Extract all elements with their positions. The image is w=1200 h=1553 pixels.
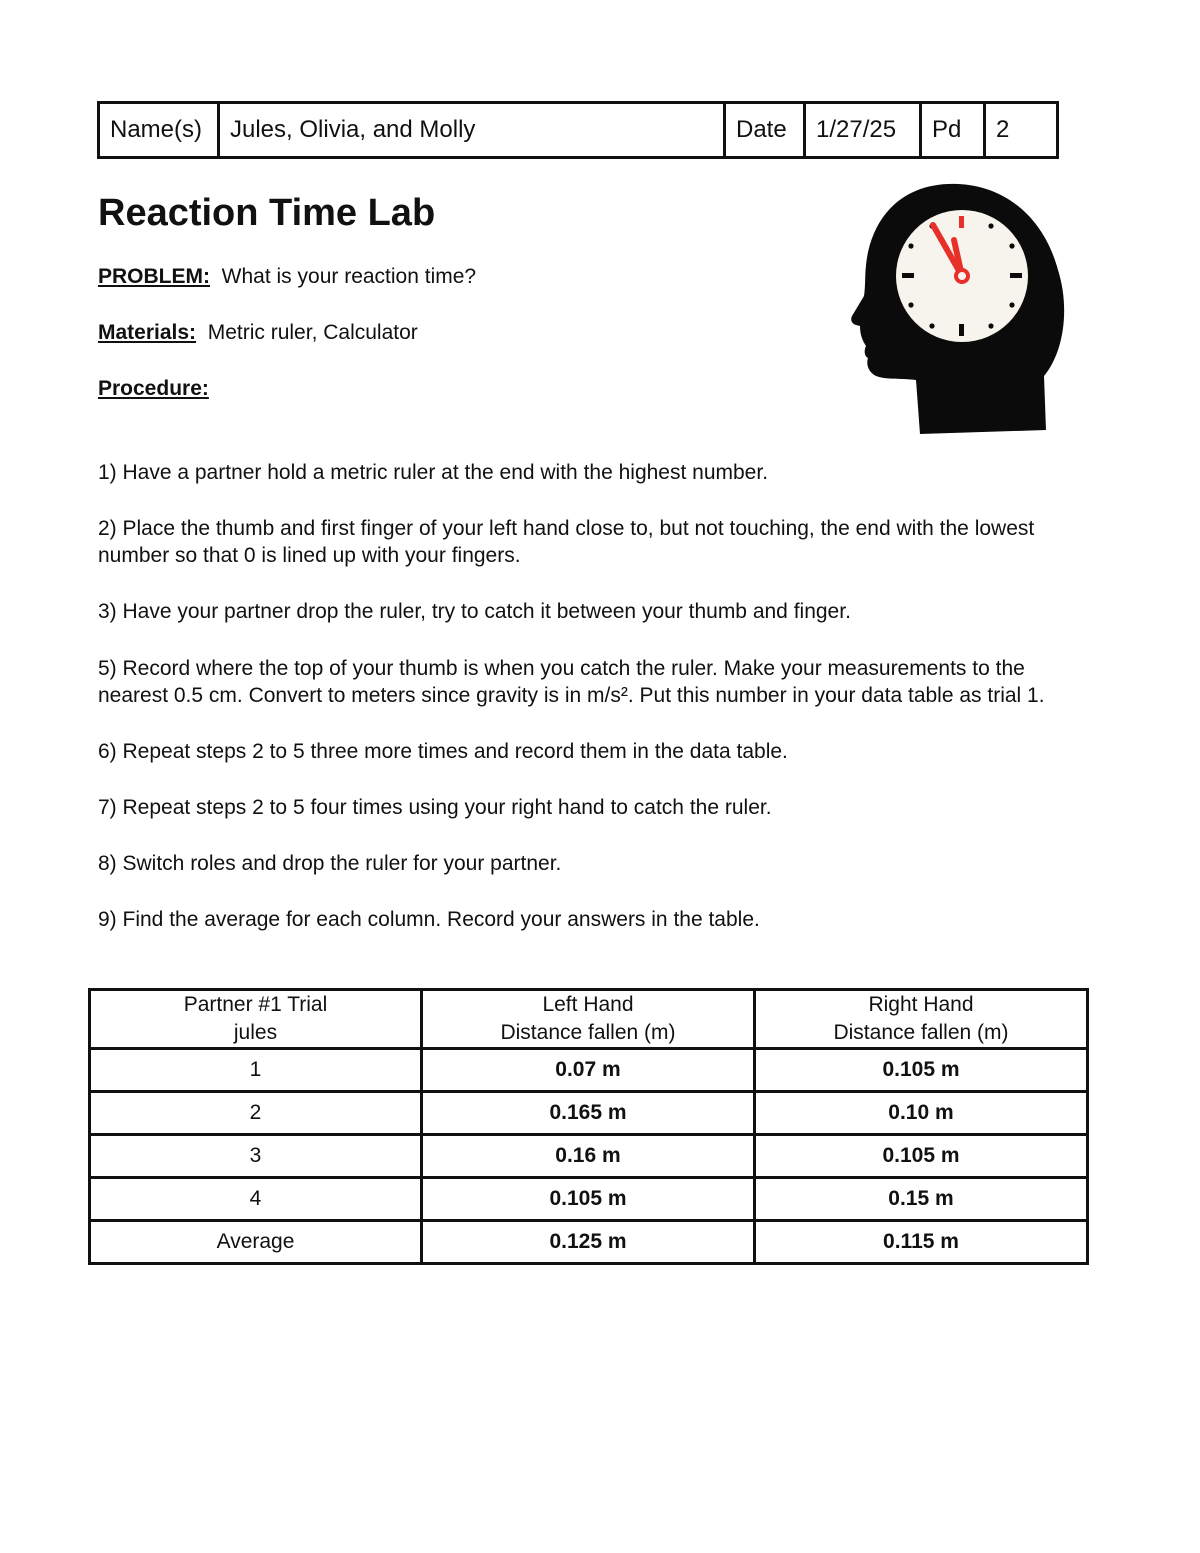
trial-cell: 4 <box>90 1178 422 1221</box>
left-hand-cell[interactable]: 0.16 m <box>422 1135 755 1178</box>
table-row <box>90 1178 1088 1221</box>
left-hand-cell[interactable]: 0.07 m <box>422 1049 755 1092</box>
right-hand-cell[interactable]: 0.105 m <box>755 1135 1088 1178</box>
trial-cell: 2 <box>90 1092 422 1135</box>
left-hand-cell[interactable]: 0.165 m <box>422 1092 755 1135</box>
materials-label: Materials: <box>98 321 197 344</box>
name-field[interactable]: Jules, Olivia, and Molly <box>219 103 725 158</box>
average-label: Average <box>90 1221 422 1264</box>
column-header-left-hand: Left Hand Distance fallen (m) <box>422 990 755 1049</box>
head-clock-icon <box>846 180 1066 434</box>
right-hand-average-cell[interactable]: 0.115 m <box>755 1221 1088 1264</box>
header-info-table <box>97 101 1059 159</box>
date-field[interactable]: 1/27/25 <box>805 103 921 158</box>
problem-text: What is your reaction time? <box>221 265 477 288</box>
procedure-step: 5) Record where the top of your thumb is when you catch the ruler. Make your measurements to the nearest 0.5 cm. Convert to meters since gravity is in m/s². Put this number in your data table as trial 1. <box>98 657 1045 707</box>
procedure-step: 2) Place the thumb and first finger of your left hand close to, but not touching, the end with the lowest number so that 0 is lined up with your fingers. <box>98 517 1035 567</box>
data-table <box>88 988 1089 1265</box>
procedure-label: Procedure: <box>98 377 209 400</box>
table-row <box>90 1049 1088 1092</box>
table-header-row <box>90 990 1088 1049</box>
procedure-step: 8) Switch roles and drop the ruler for your partner. <box>98 852 562 875</box>
trial-cell: 1 <box>90 1049 422 1092</box>
right-hand-cell[interactable]: 0.15 m <box>755 1178 1088 1221</box>
procedure-step: 9) Find the average for each column. Record your answers in the table. <box>98 908 760 931</box>
date-label: Date <box>725 103 805 158</box>
problem-label: PROBLEM: <box>98 265 210 288</box>
procedure-step: 1) Have a partner hold a metric ruler at the end with the highest number. <box>98 461 769 484</box>
page-title: Reaction Time Lab <box>98 192 436 234</box>
header-row <box>99 103 1058 158</box>
period-label: Pd <box>921 103 985 158</box>
materials-text: Metric ruler, Calculator <box>207 321 418 344</box>
right-hand-cell[interactable]: 0.105 m <box>755 1049 1088 1092</box>
table-row <box>90 1092 1088 1135</box>
column-header-right-hand: Right Hand Distance fallen (m) <box>755 990 1088 1049</box>
name-label: Name(s) <box>99 103 219 158</box>
left-hand-cell[interactable]: 0.105 m <box>422 1178 755 1221</box>
trial-cell: 3 <box>90 1135 422 1178</box>
left-hand-average-cell[interactable]: 0.125 m <box>422 1221 755 1264</box>
procedure-step: 7) Repeat steps 2 to 5 four times using your right hand to catch the ruler. <box>98 796 772 819</box>
procedure-step: 6) Repeat steps 2 to 5 three more times and record them in the data table. <box>98 740 788 763</box>
column-header-trial: Partner #1 Trial jules <box>90 990 422 1049</box>
table-row <box>90 1135 1088 1178</box>
right-hand-cell[interactable]: 0.10 m <box>755 1092 1088 1135</box>
table-row-average <box>90 1221 1088 1264</box>
procedure-step: 3) Have your partner drop the ruler, try to catch it between your thumb and finger. <box>98 600 851 623</box>
period-field[interactable]: 2 <box>985 103 1058 158</box>
